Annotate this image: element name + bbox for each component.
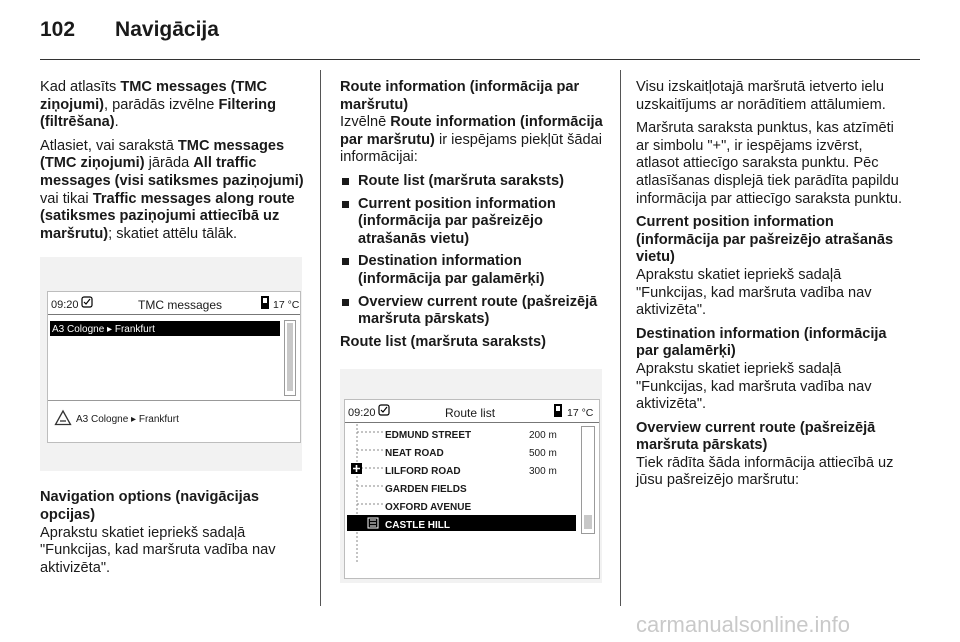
expand-plus-icon[interactable] xyxy=(351,463,362,474)
paragraph: Maršruta saraksta punktus, kas atzīmēti ar simbolu "+", ir iespējams izvērst, atlasot attiecīgo saraksta punktu. Pēc atlasīšanas displejā tiek parādīta papildu informācija par attiecīgo saraksta punktu. xyxy=(636,120,903,207)
screen-title: TMC messages xyxy=(138,298,223,313)
footer-list-item: A3 Cologne ▸ Frankfurt xyxy=(76,414,179,426)
page-title: Navigācija xyxy=(115,18,219,41)
paragraph: Tiek rādīta šāda informācija attiecībā uz jūsu pašreizējo maršrutu: xyxy=(636,454,894,489)
column-1 xyxy=(40,79,306,583)
bullet-item: Destination information (informācija par galamērķi) xyxy=(340,253,608,288)
section-heading: Route information (informācija par maršrutu) xyxy=(340,79,580,113)
route-row-name[interactable]: OXFORD AVENUE xyxy=(385,502,472,514)
route-list-screenshot xyxy=(340,369,602,583)
selected-list-item[interactable]: A3 Cologne ▸ Frankfurt xyxy=(50,321,280,336)
route-row-name[interactable]: LILFORD ROAD xyxy=(385,466,461,478)
route-row-distance: 200 m xyxy=(529,430,557,442)
route-row-distance: 300 m xyxy=(529,466,557,478)
destination-flag-icon xyxy=(367,517,379,529)
route-row-name[interactable]: GARDEN FIELDS xyxy=(385,484,467,496)
paragraph: Kad atlasīts TMC messages (TMC ziņojumi), parādās izvēlne Filtering (filtrēšana). xyxy=(40,79,277,131)
phone-signal-icon xyxy=(260,295,270,310)
tmc-messages-screenshot xyxy=(40,257,302,471)
bullet-list xyxy=(340,173,608,329)
page-number: 102 xyxy=(40,18,76,41)
paragraph: Aprakstu skatiet iepriekš sadaļā "Funkcijas, kad maršruta vadība nav aktivizēta". xyxy=(636,266,872,319)
section-heading: Navigation options (navigācijas opcijas) xyxy=(40,489,259,523)
column-divider-2 xyxy=(620,70,621,606)
bullet-item: Overview current route (pašreizējā maršruta pārskats) xyxy=(340,294,608,329)
column-3 xyxy=(636,79,904,496)
temperature: 17 °C xyxy=(567,407,594,420)
section-heading: Destination information (informācija par galamērķi) xyxy=(636,325,887,360)
route-row-distance: 500 m xyxy=(529,448,557,460)
route-display xyxy=(344,399,600,579)
route-row-name: CASTLE HILL xyxy=(385,520,450,532)
scrollbar[interactable] xyxy=(284,320,296,396)
bullet-item: Current position information (informācija par pašreizējo atrašanās vietu) xyxy=(340,196,608,249)
traffic-warning-icon xyxy=(54,409,72,427)
section-heading: Overview current route (pašreizējā maršruta pārskats) xyxy=(636,419,876,454)
phone-signal-icon xyxy=(553,403,563,418)
section-heading: Current position information (informācija par pašreizējo atrašanās vietu) xyxy=(636,214,894,266)
clock-time: 09:20 xyxy=(348,407,376,420)
status-bar xyxy=(48,292,300,315)
navigation-status-icon xyxy=(81,296,93,308)
route-tree-lines xyxy=(345,424,385,574)
status-bar xyxy=(345,400,599,423)
paragraph: Izvēlnē Route information (informācija par maršrutu) ir iespējams piekļūt šādai informācijai: xyxy=(340,114,603,166)
divider xyxy=(48,400,300,401)
header-rule xyxy=(40,59,920,60)
paragraph: Atlasiet, vai sarakstā TMC messages (TMC ziņojumi) jārāda All traffic messages (visi satiksmes paziņojumi) vai tikai Traffic messages along route (satiksmes paziņojumi attiecībā uz maršrutu); skatiet attēlu tālāk. xyxy=(40,137,304,242)
screen-title: Route list xyxy=(445,406,496,421)
route-row-name[interactable]: NEAT ROAD xyxy=(385,448,444,460)
paragraph: Aprakstu skatiet iepriekš sadaļā "Funkcijas, kad maršruta vadība nav aktivizēta". xyxy=(40,524,276,576)
bullet-item: Route list (maršruta saraksts) xyxy=(340,173,608,191)
temperature: 17 °C xyxy=(273,299,300,312)
navigation-status-icon xyxy=(378,404,390,416)
paragraph: Visu izskaitļotajā maršrutā ietverto ielu uzskaitījums ar norādītiem attālumiem. xyxy=(636,79,886,113)
watermark: carmanualsonline.info xyxy=(636,612,851,637)
paragraph: Aprakstu skatiet iepriekš sadaļā "Funkcijas, kad maršruta vadība nav aktivizēta". xyxy=(636,360,872,413)
route-row-name[interactable]: EDMUND STREET xyxy=(385,430,472,442)
page-header xyxy=(40,18,219,42)
selected-route-row[interactable] xyxy=(347,515,576,531)
scrollbar[interactable] xyxy=(581,426,595,534)
column-divider-1 xyxy=(320,70,321,606)
clock-time: 09:20 xyxy=(51,299,79,312)
column-2 xyxy=(340,79,608,583)
section-heading: Route list (maršruta saraksts) xyxy=(340,333,547,350)
tmc-display xyxy=(47,291,301,443)
